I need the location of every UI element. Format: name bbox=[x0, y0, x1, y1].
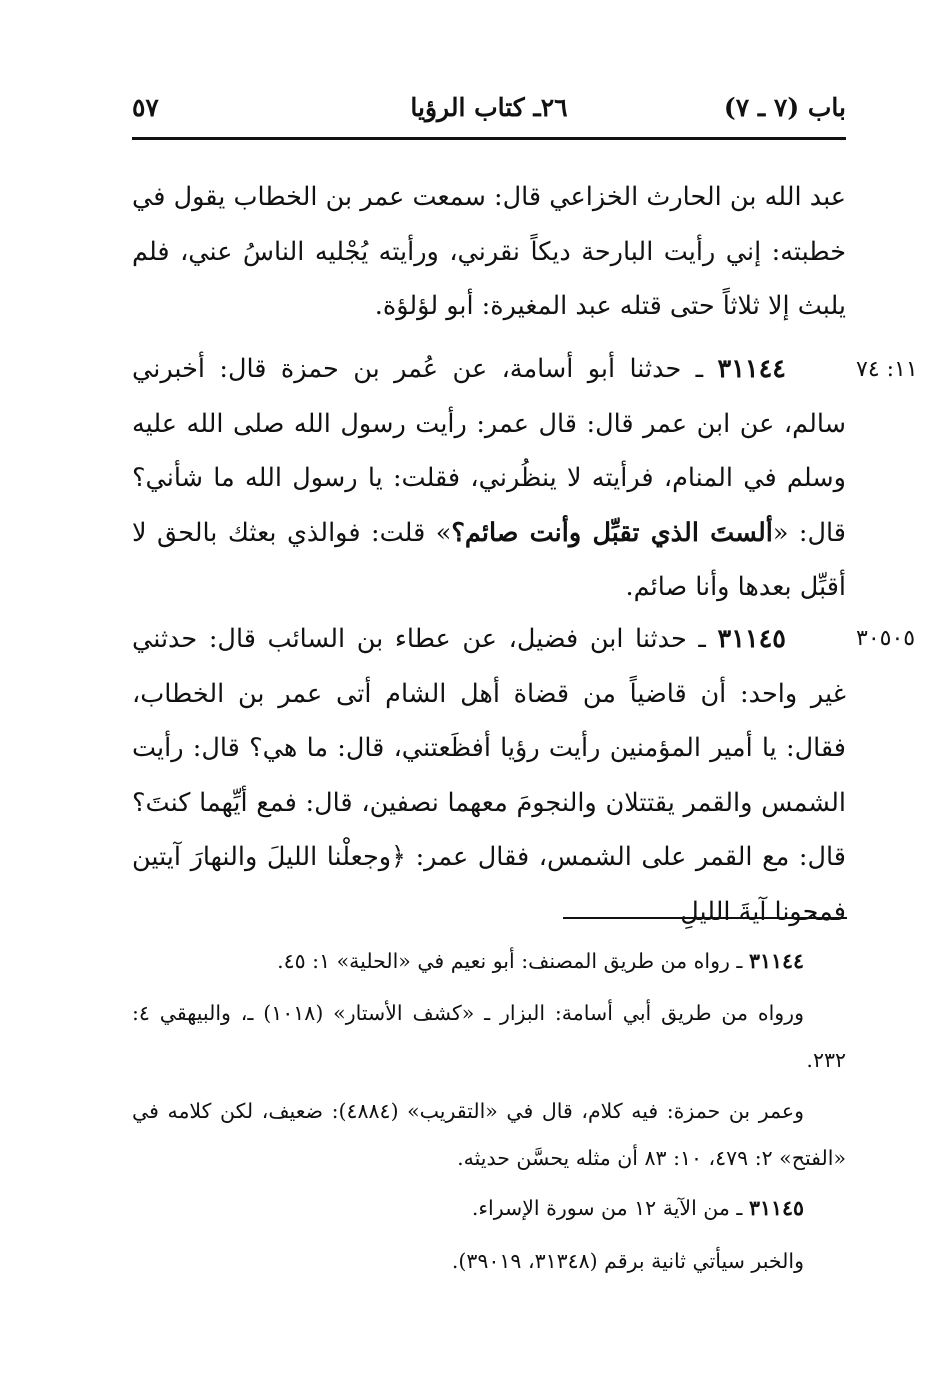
footnote bbox=[132, 990, 846, 1084]
continuation-paragraph: عبد الله بن الحارث الخزاعي قال: سمعت عمر بن الخطاب يقول في خطبته: إني رأيت البارحة ديكاً نقرني، ورأيته يُجْليه الناسُ عني، فلم يلبث إلا ثلاثاً حتى قتله عبد المغيرة: أبو لؤلؤة. bbox=[132, 182, 846, 322]
book-title: ٢٦ـ كتاب الرؤيا bbox=[410, 93, 568, 122]
hadith-quote: ألستَ الذي تقبِّل وأنت صائم؟ bbox=[451, 517, 773, 548]
footnote-number: ٣١١٤٥ bbox=[748, 1196, 804, 1220]
footnote-text: والخبر سيأتي ثانية برقم (٣١٣٤٨، ٣٩٠١٩). bbox=[451, 1249, 804, 1273]
hadith-text: ـ حدثنا أبو أسامة، عن عُمر بن حمزة قال: أخبرني سالم، عن ابن عمر قال: قال عمر: رأيت رسول الله صلى الله عليه وسلم في المنام، فرأيته لا ينظُرني، فقلت: يا رسول الله ما شأني؟ قال: « bbox=[132, 354, 846, 548]
hadith-number: ٣١١٤٥ bbox=[717, 624, 786, 654]
footnote bbox=[132, 1088, 846, 1182]
margin-reference-2: ٣٠٥٠٥ bbox=[856, 626, 916, 651]
footnote-text: ـ رواه من طريق المصنف: أبو نعيم في «الحلية» ١: ٤٥. bbox=[277, 949, 749, 973]
running-header bbox=[132, 88, 846, 132]
chapter-title: باب (٧ ـ ٧) bbox=[723, 93, 846, 122]
footnote-number: ٣١١٤٤ bbox=[748, 949, 804, 973]
footnote-text: ورواه من طريق أبي أسامة: البزار ـ «كشف الأستار» (١٠١٨) ـ، والبيهقي ٤: ٢٣٢. bbox=[132, 1001, 846, 1072]
footnote-divider bbox=[563, 917, 847, 919]
hadith-paragraph-31145 bbox=[132, 612, 846, 940]
hadith-paragraph-31144 bbox=[132, 342, 846, 615]
footnote bbox=[132, 1238, 846, 1285]
footnote bbox=[132, 938, 846, 985]
hadith-number: ٣١١٤٤ bbox=[717, 354, 786, 384]
footnote-text: ـ من الآية ١٢ من سورة الإسراء. bbox=[471, 1196, 749, 1220]
hadith-text: » قلت: فوالذي بعثك بالحق لا أقبِّل بعدها وأنا صائم. bbox=[132, 517, 846, 603]
page-number: ٥٧ bbox=[132, 93, 159, 122]
hadith-text: ـ حدثنا ابن فضيل، عن عطاء بن السائب قال: حدثني غير واحد: أن قاضياً من قضاة أهل الشام أتى عمر بن الخطاب، فقال: يا أمير المؤمنين رأيت رؤيا أفظَعتني، قال: ما هي؟ قال: رأيت الشمس والقمر يقتتلان والنجومَ معهما نصفين، قال: فمع أيِّهما كنتَ؟ قال: مع القمر على الشمس، فقال عمر: ﴿وجعلْنا الليلَ والنهارَ آيتين فمحونا آيةَ الليلِ bbox=[132, 624, 846, 927]
margin-reference-1: ١١: ٧٤ bbox=[856, 357, 918, 382]
footnote-text: وعمر بن حمزة: فيه كلام، قال في «التقريب» (٤٨٨٤): ضعيف، لكن كلامه في «الفتح» ٢: ٤٧٩، ١٠: ٨٣ أن مثله يحسَّن حديثه. bbox=[132, 1099, 846, 1170]
footnote bbox=[132, 1185, 846, 1232]
header-divider bbox=[132, 137, 846, 140]
